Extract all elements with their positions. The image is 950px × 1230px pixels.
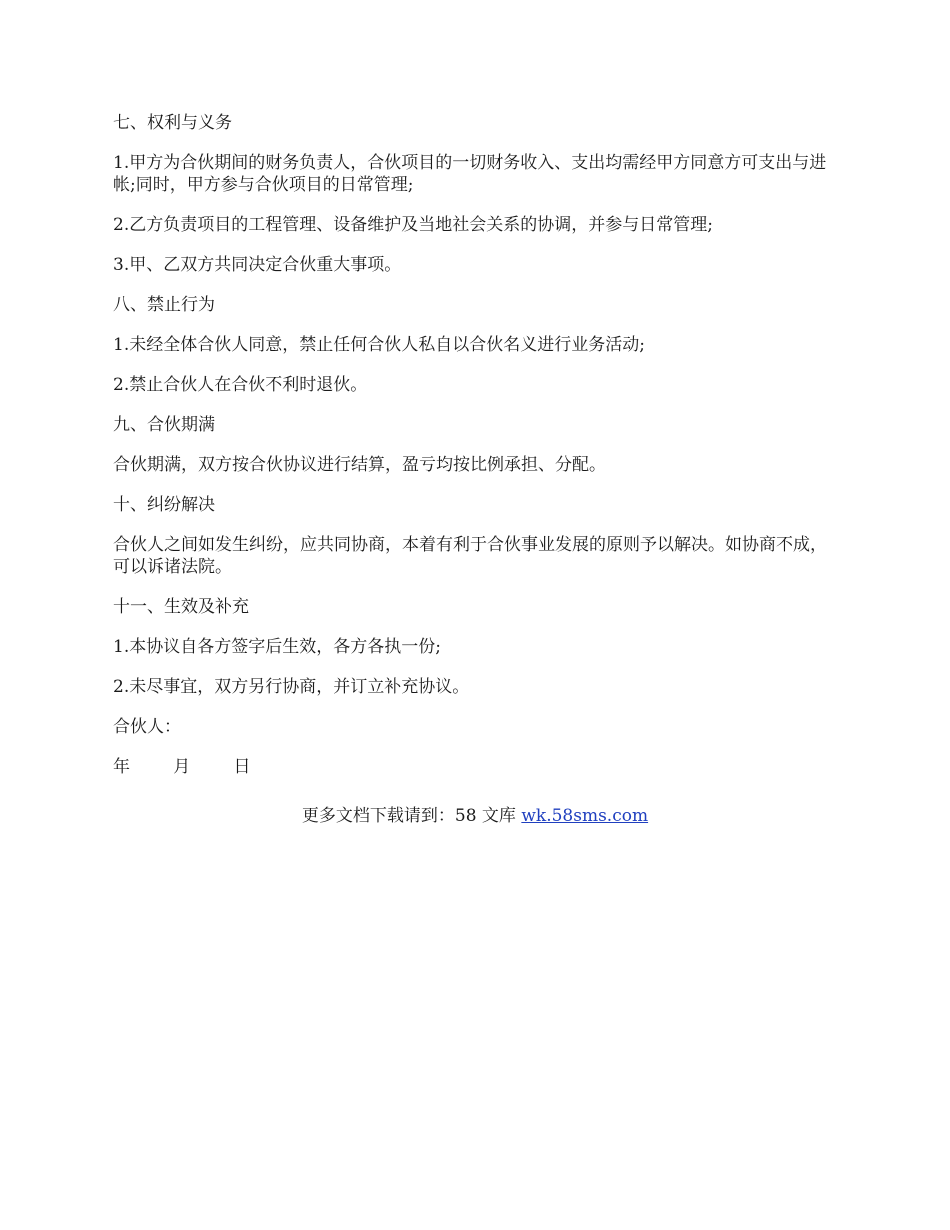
section-heading-prohibitions: 八、禁止行为 bbox=[113, 295, 215, 315]
footer-text: 更多文档下载请到：58 文库 bbox=[301, 806, 522, 826]
section-heading-effect: 十一、生效及补充 bbox=[113, 597, 249, 617]
download-footer bbox=[0, 805, 950, 827]
section-heading-disputes: 十、纠纷解决 bbox=[113, 495, 215, 515]
signature-partners-label: 合伙人： bbox=[113, 717, 181, 737]
section-heading-expiry: 九、合伙期满 bbox=[113, 415, 215, 435]
clause-effective: 1.本协议自各方签字后生效，各方各执一份; bbox=[113, 637, 441, 657]
clause-supplement: 2.未尽事宜，双方另行协商，并订立补充协议。 bbox=[113, 677, 470, 697]
clause-no-withdrawal: 2.禁止合伙人在合伙不利时退伙。 bbox=[113, 375, 368, 395]
footer-link[interactable]: wk.58sms.com bbox=[521, 806, 649, 826]
clause-dispute-resolution: 合伙人之间如发生纠纷，应共同协商，本着有利于合伙事业发展的原则予以解决。如协商不成，可以诉诸法院。 bbox=[113, 535, 827, 577]
clause-joint-decision: 3.甲、乙双方共同决定合伙重大事项。 bbox=[113, 255, 402, 275]
clause-settlement: 合伙期满，双方按合伙协议进行结算，盈亏均按比例承担、分配。 bbox=[113, 455, 606, 475]
clause-no-private-business: 1.未经全体合伙人同意，禁止任何合伙人私自以合伙名义进行业务活动; bbox=[113, 335, 645, 355]
clause-party-b-management: 2.乙方负责项目的工程管理、设备维护及当地社会关系的协调，并参与日常管理; bbox=[113, 215, 713, 235]
signature-date-line: 年 月 日 bbox=[113, 757, 251, 777]
section-heading-rights: 七、权利与义务 bbox=[113, 113, 232, 133]
clause-party-a-finance: 1.甲方为合伙期间的财务负责人，合伙项目的一切财务收入、支出均需经甲方同意方可支出与进帐;同时，甲方参与合伙项目的日常管理; bbox=[113, 153, 827, 195]
document-body bbox=[113, 112, 839, 796]
